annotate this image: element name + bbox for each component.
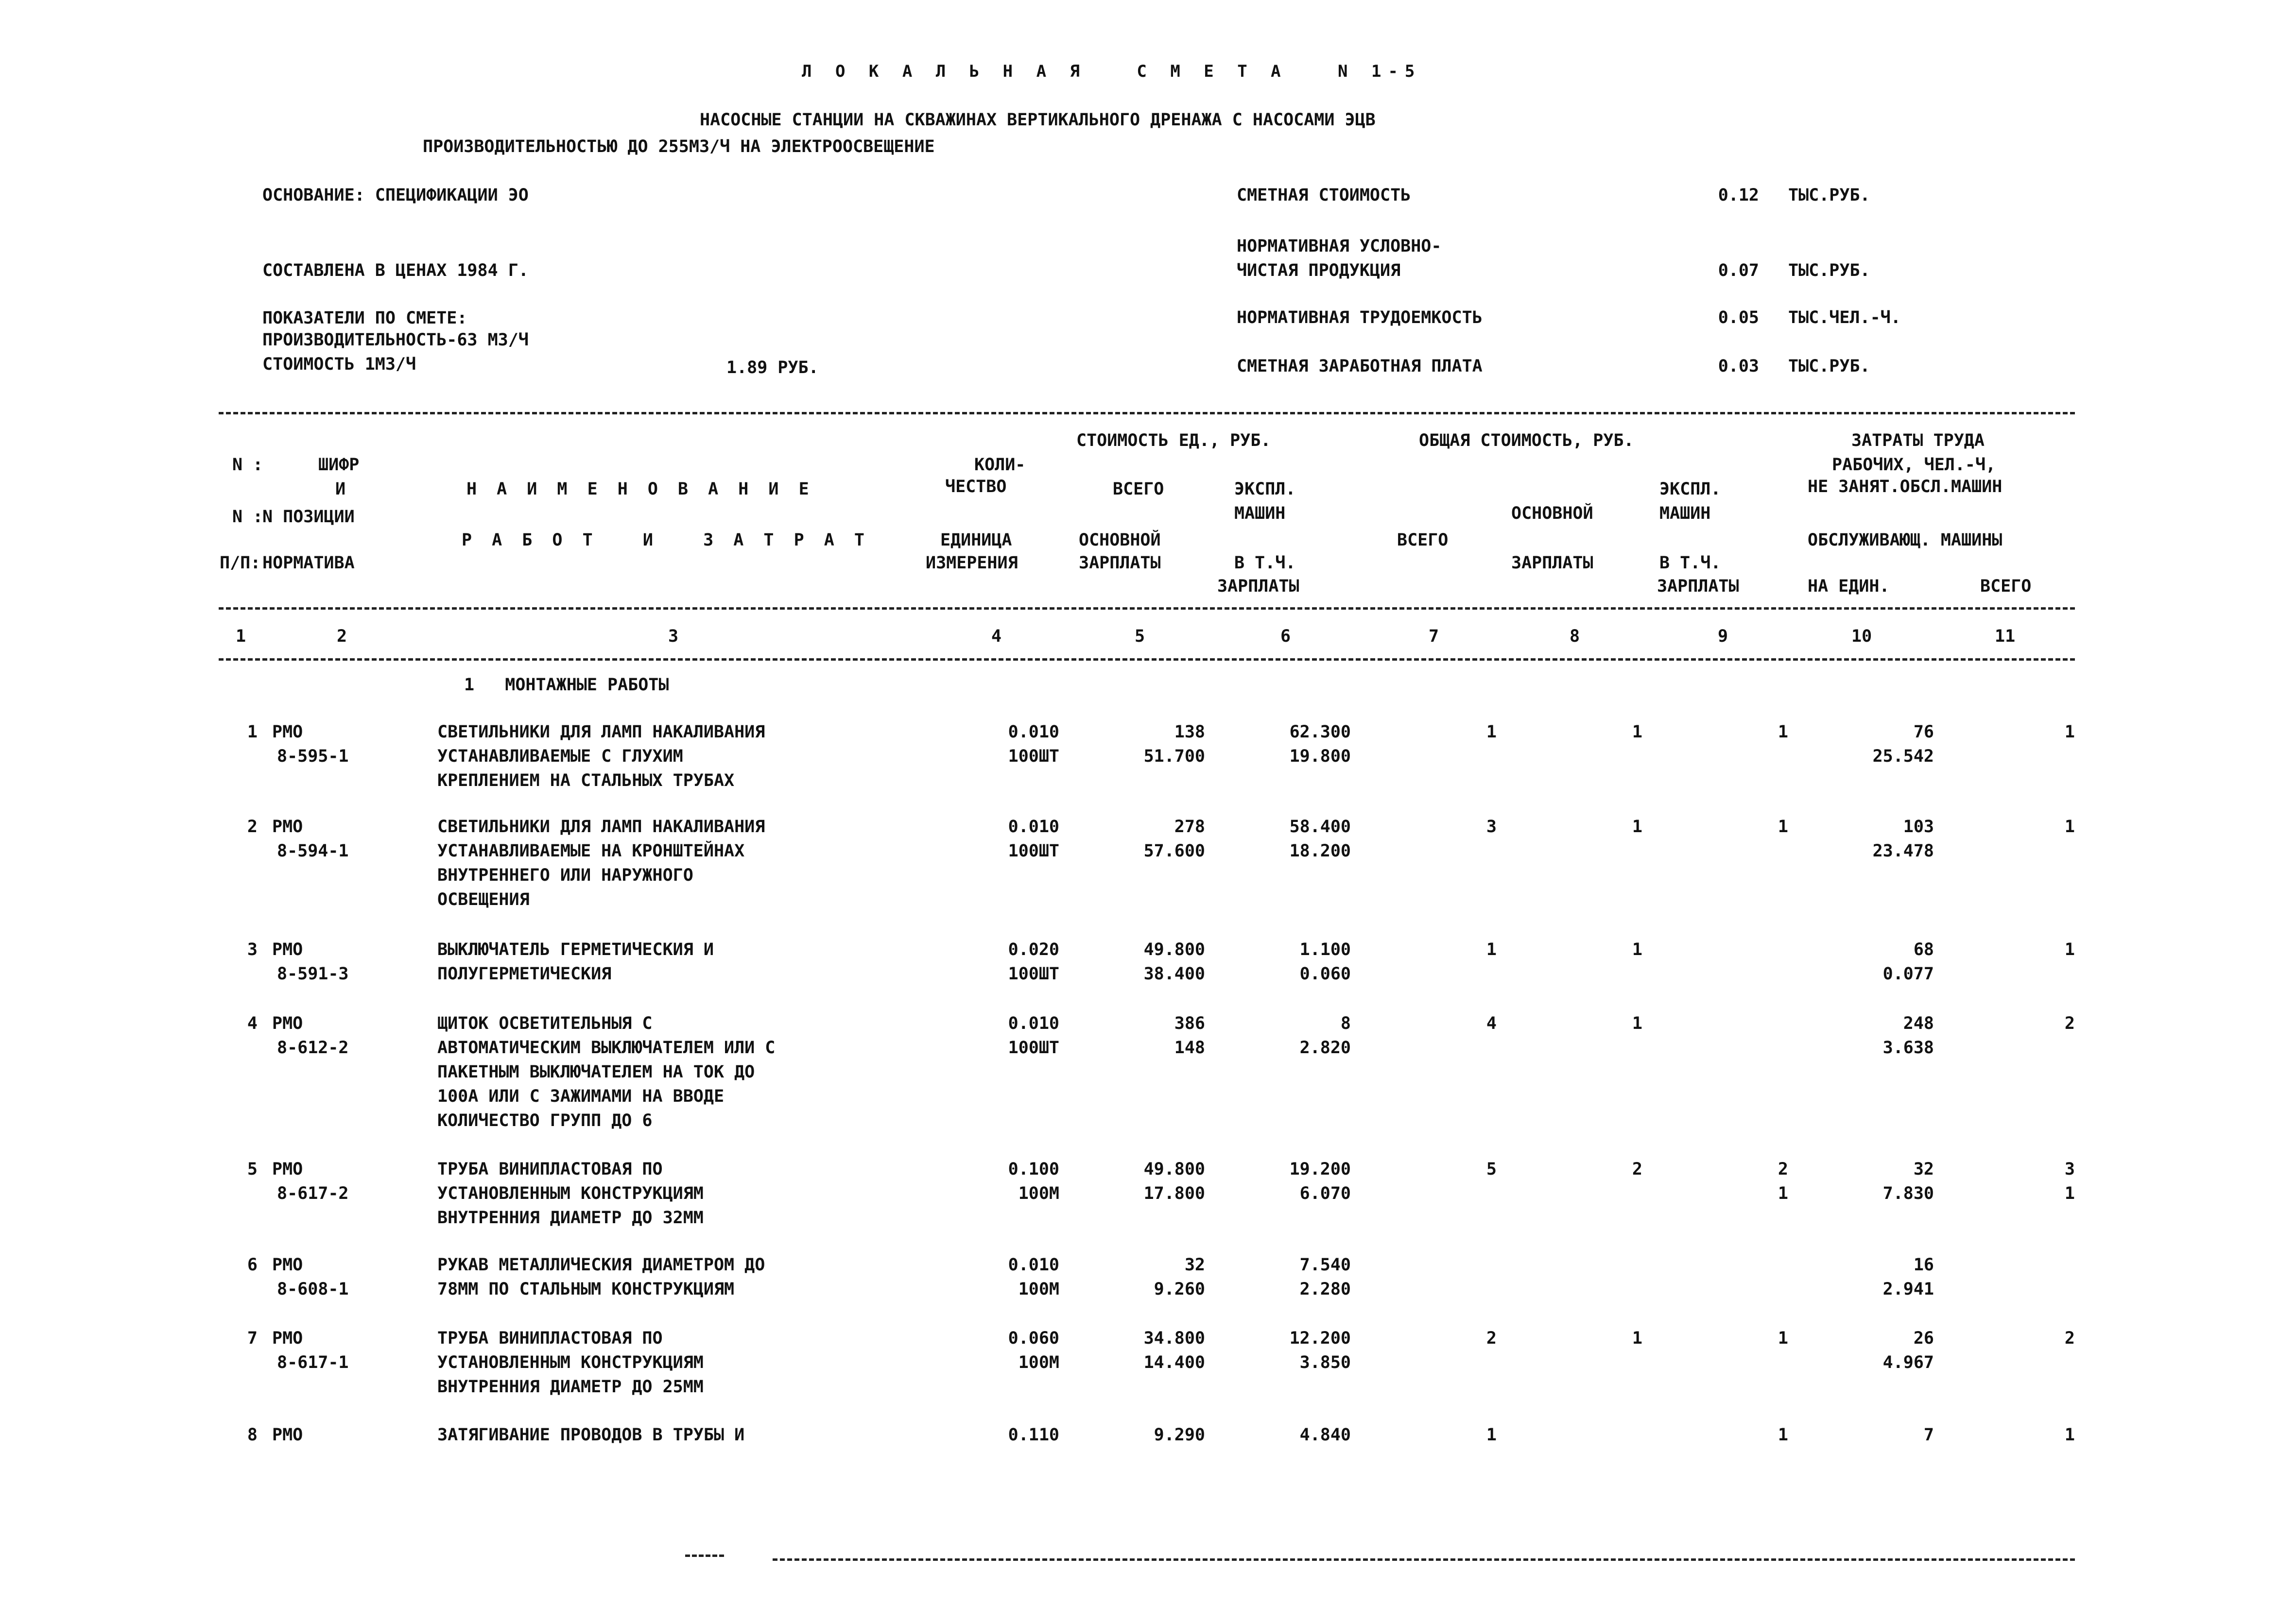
row-3-c6a: 1.100 <box>1299 940 1351 959</box>
header-col10-line1: НА ЕДИН. <box>1808 577 1890 596</box>
row-8-c5a: 9.290 <box>1154 1425 1205 1445</box>
row-8-c9a: 1 <box>1778 1425 1788 1445</box>
row-4-c8: 1 <box>1632 1014 1642 1033</box>
row-7-c9a: 1 <box>1778 1329 1788 1348</box>
row-2-name-line: ОСВЕЩЕНИЯ <box>437 890 530 909</box>
row-3-c6b: 0.060 <box>1299 964 1351 984</box>
col-number-10: 10 <box>1851 627 1872 646</box>
page-bottom-rule <box>773 1558 2075 1561</box>
basis-text: ОСНОВАНИЕ: СПЕЦИФИКАЦИИ ЭО <box>262 186 529 205</box>
wages-unit: ТЫС.РУБ. <box>1788 357 1870 376</box>
net-product-label-1: НОРМАТИВНАЯ УСЛОВНО- <box>1237 237 1442 256</box>
labor-unit: ТЫС.ЧЕЛ.-Ч. <box>1788 308 1901 327</box>
row-2-c10b: 23.478 <box>1872 841 1934 861</box>
section-title: 1 МОНТАЖНЫЕ РАБОТЫ <box>464 675 669 695</box>
header-col6-line1: ЭКСПЛ. <box>1234 479 1296 499</box>
header-col8-line2: ЗАРПЛАТЫ <box>1511 553 1593 573</box>
row-5-c9a: 2 <box>1778 1160 1788 1179</box>
header-total-cost-title: ОБЩАЯ СТОИМОСТЬ, РУБ. <box>1419 431 1634 450</box>
net-product-label-2: ЧИСТАЯ ПРОДУКЦИЯ <box>1237 261 1401 280</box>
row-8-c11a: 1 <box>2064 1425 2075 1445</box>
row-2-c9a: 1 <box>1778 817 1788 837</box>
row-5-code1: РМО <box>272 1160 303 1179</box>
row-7-c10a: 26 <box>1913 1329 1934 1348</box>
row-2-c7: 3 <box>1486 817 1497 837</box>
row-6-c6a: 7.540 <box>1299 1255 1351 1275</box>
row-5-unit: 100М <box>1018 1184 1059 1203</box>
header-bottom-rule <box>219 607 2075 610</box>
header-col9-line4: ЗАРПЛАТЫ <box>1657 577 1739 596</box>
row-3-c8: 1 <box>1632 940 1642 959</box>
header-col5-line1: ВСЕГО <box>1113 479 1164 499</box>
row-3-name-line: ПОЛУГЕРМЕТИЧЕСКИЯ <box>437 964 612 984</box>
header-labor-title-1: ЗАТРАТЫ ТРУДА <box>1851 431 1985 450</box>
row-1-code1: РМО <box>272 722 303 742</box>
header-col6-line2: МАШИН <box>1234 504 1286 523</box>
row-5-code2: 8-617-2 <box>277 1184 349 1203</box>
row-7-c8: 1 <box>1632 1329 1642 1348</box>
row-1-name-line: КРЕПЛЕНИЕМ НА СТАЛЬНЫХ ТРУБАХ <box>437 771 735 790</box>
row-7-c7: 2 <box>1486 1329 1497 1348</box>
row-8-code1: РМО <box>272 1425 303 1445</box>
row-7-qty: 0.060 <box>1008 1329 1059 1348</box>
row-6-c5a: 32 <box>1184 1255 1205 1275</box>
row-5-c9b: 1 <box>1778 1184 1788 1203</box>
row-1-c9a: 1 <box>1778 722 1788 742</box>
row-7-code2: 8-617-1 <box>277 1353 349 1372</box>
row-4-name-line: КОЛИЧЕСТВО ГРУПП ДО 6 <box>437 1111 653 1130</box>
row-4-c5b: 148 <box>1174 1038 1205 1058</box>
estimated-cost-unit: ТЫС.РУБ. <box>1788 186 1870 205</box>
col-number-4: 4 <box>991 627 1002 646</box>
header-col1-line3: П/П: <box>220 553 261 573</box>
row-5-c6a: 19.200 <box>1289 1160 1351 1179</box>
row-1-c6b: 19.800 <box>1289 747 1351 766</box>
header-col5-line3: ЗАРПЛАТЫ <box>1079 553 1161 573</box>
row-7-c5a: 34.800 <box>1143 1329 1205 1348</box>
row-4-c6a: 8 <box>1340 1014 1351 1033</box>
row-5-name-line: ВНУТРЕННИЯ ДИАМЕТР ДО 32ММ <box>437 1208 704 1228</box>
row-5-c7: 5 <box>1486 1160 1497 1179</box>
row-1-unit: 100ШТ <box>1008 747 1059 766</box>
row-2-c6b: 18.200 <box>1289 841 1351 861</box>
row-3-c10a: 68 <box>1913 940 1934 959</box>
header-col9-line3: В Т.Ч. <box>1659 553 1721 573</box>
header-col4-line3: ЕДИНИЦА <box>940 530 1012 550</box>
estimated-cost-value: 0.12 <box>1718 186 1759 205</box>
header-col3-line2: Р А Б О Т И З А Т Р А Т <box>462 530 869 550</box>
compiled-text: СОСТАВЛЕНА В ЦЕНАХ 1984 Г. <box>262 261 529 280</box>
net-product-value: 0.07 <box>1718 261 1759 280</box>
row-4-name-line: ЩИТОК ОСВЕТИТЕЛЬНЫЯ С <box>437 1014 653 1033</box>
row-5-c5b: 17.800 <box>1143 1184 1205 1203</box>
row-6-name-line: РУКАВ МЕТАЛЛИЧЕСКИЯ ДИАМЕТРОМ ДО <box>437 1255 765 1275</box>
row-5-c10b: 7.830 <box>1882 1184 1934 1203</box>
header-col2-line1: ШИФР <box>318 455 360 475</box>
row-6-name-line: 78ММ ПО СТАЛЬНЫМ КОНСТРУКЦИЯМ <box>437 1280 735 1299</box>
row-5-qty: 0.100 <box>1008 1160 1059 1179</box>
row-7-c11a: 2 <box>2064 1329 2075 1348</box>
header-col9-line1: ЭКСПЛ. <box>1659 479 1721 499</box>
row-7-code1: РМО <box>272 1329 303 1348</box>
row-4-num: 4 <box>247 1014 258 1033</box>
row-7-c10b: 4.967 <box>1882 1353 1934 1372</box>
header-col2-line4: НОРМАТИВА <box>262 553 355 573</box>
row-6-unit: 100М <box>1018 1280 1059 1299</box>
col-number-5: 5 <box>1135 627 1145 646</box>
row-5-c6b: 6.070 <box>1299 1184 1351 1203</box>
row-3-c7: 1 <box>1486 940 1497 959</box>
row-3-code1: РМО <box>272 940 303 959</box>
row-3-c5a: 49.800 <box>1143 940 1205 959</box>
estimated-cost-label: СМЕТНАЯ СТОИМОСТЬ <box>1237 186 1411 205</box>
row-7-num: 7 <box>247 1329 258 1348</box>
row-2-code2: 8-594-1 <box>277 841 349 861</box>
page-bottom-rule-short <box>685 1555 724 1557</box>
row-2-c8: 1 <box>1632 817 1642 837</box>
header-col1-line2: N : <box>232 507 263 527</box>
row-3-code2: 8-591-3 <box>277 964 349 984</box>
header-col4-line2: ЧЕСТВО <box>945 477 1007 496</box>
row-8-c10a: 7 <box>1923 1425 1934 1445</box>
row-2-name-line: УСТАНАВЛИВАЕМЫЕ НА КРОНШТЕЙНАХ <box>437 841 745 861</box>
row-3-qty: 0.020 <box>1008 940 1059 959</box>
document-subtitle-line2: ПРОИЗВОДИТЕЛЬНОСТЬЮ ДО 255М3/Ч НА ЭЛЕКТРООСВЕЩЕНИЕ <box>423 137 935 156</box>
row-1-code2: 8-595-1 <box>277 747 349 766</box>
wages-value: 0.03 <box>1718 357 1759 376</box>
row-4-unit: 100ШТ <box>1008 1038 1059 1058</box>
header-col2-line2: И <box>335 479 346 499</box>
row-1-c5b: 51.700 <box>1143 747 1205 766</box>
row-1-c10b: 25.542 <box>1872 747 1934 766</box>
header-labor-title-4: ОБСЛУЖИВАЮЩ. МАШИНЫ <box>1808 530 2003 550</box>
row-4-code1: РМО <box>272 1014 303 1033</box>
row-2-c5a: 278 <box>1174 817 1205 837</box>
row-1-c6a: 62.300 <box>1289 722 1351 742</box>
row-8-name-line: ЗАТЯГИВАНИЕ ПРОВОДОВ В ТРУБЫ И <box>437 1425 745 1445</box>
header-unit-cost-title: СТОИМОСТЬ ЕД., РУБ. <box>1076 431 1271 450</box>
indicators-text: ПОКАЗАТЕЛИ ПО СМЕТЕ: <box>262 308 467 328</box>
row-1-c11a: 1 <box>2064 722 2075 742</box>
cost-per-unit-value: 1.89 РУБ. <box>726 358 819 377</box>
row-4-c6b: 2.820 <box>1299 1038 1351 1058</box>
row-1-c10a: 76 <box>1913 722 1934 742</box>
row-6-c5b: 9.260 <box>1154 1280 1205 1299</box>
row-6-code1: РМО <box>272 1255 303 1275</box>
header-col8-line1: ОСНОВНОЙ <box>1511 504 1593 523</box>
row-4-name-line: 100А ИЛИ С ЗАЖИМАМИ НА ВВОДЕ <box>437 1087 725 1106</box>
col-number-2: 2 <box>337 627 347 646</box>
row-5-c11a: 3 <box>2064 1160 2075 1179</box>
col-number-6: 6 <box>1280 627 1291 646</box>
row-4-c10a: 248 <box>1903 1014 1934 1033</box>
row-2-c11a: 1 <box>2064 817 2075 837</box>
row-2-name-line: ВНУТРЕННЕГО ИЛИ НАРУЖНОГО <box>437 866 693 885</box>
header-col1-line1: N : <box>232 455 263 475</box>
row-5-name-line: ТРУБА ВИНИПЛАСТОВАЯ ПО <box>437 1160 663 1179</box>
row-4-c5a: 386 <box>1174 1014 1205 1033</box>
row-2-code1: РМО <box>272 817 303 837</box>
row-5-c11b: 1 <box>2064 1184 2075 1203</box>
document-title: Л О К А Л Ь Н А Я С М Е Т А N 1-5 <box>802 62 1422 81</box>
row-5-name-line: УСТАНОВЛЕННЫМ КОНСТРУКЦИЯМ <box>437 1184 704 1203</box>
col-number-9: 9 <box>1718 627 1728 646</box>
row-3-name-line: ВЫКЛЮЧАТЕЛЬ ГЕРМЕТИЧЕСКИЯ И <box>437 940 714 959</box>
row-2-unit: 100ШТ <box>1008 841 1059 861</box>
header-col7-line1: ВСЕГО <box>1397 530 1449 550</box>
header-col5-line2: ОСНОВНОЙ <box>1079 530 1161 550</box>
wages-label: СМЕТНАЯ ЗАРАБОТНАЯ ПЛАТА <box>1237 357 1483 376</box>
net-product-unit: ТЫС.РУБ. <box>1788 261 1870 280</box>
row-5-c10a: 32 <box>1913 1160 1934 1179</box>
col-number-8: 8 <box>1570 627 1580 646</box>
row-6-code2: 8-608-1 <box>277 1280 349 1299</box>
row-4-qty: 0.010 <box>1008 1014 1059 1033</box>
row-1-c5a: 138 <box>1174 722 1205 742</box>
row-8-c7: 1 <box>1486 1425 1497 1445</box>
row-3-num: 3 <box>247 940 258 959</box>
header-col6-line4: ЗАРПЛАТЫ <box>1217 577 1299 596</box>
header-col9-line2: МАШИН <box>1659 504 1711 523</box>
row-4-name-line: ПАКЕТНЫМ ВЫКЛЮЧАТЕЛЕМ НА ТОК ДО <box>437 1062 755 1082</box>
productivity-text: ПРОИЗВОДИТЕЛЬНОСТЬ-63 М3/Ч <box>262 330 529 350</box>
row-5-c8: 2 <box>1632 1160 1642 1179</box>
row-5-num: 5 <box>247 1160 258 1179</box>
row-1-num: 1 <box>247 722 258 742</box>
row-6-c10a: 16 <box>1913 1255 1934 1275</box>
row-7-name-line: УСТАНОВЛЕННЫМ КОНСТРУКЦИЯМ <box>437 1353 704 1372</box>
row-3-c5b: 38.400 <box>1143 964 1205 984</box>
col-number-1: 1 <box>236 627 246 646</box>
header-col11-line1: ВСЕГО <box>1980 577 2032 596</box>
row-5-c5a: 49.800 <box>1143 1160 1205 1179</box>
row-1-name-line: СВЕТИЛЬНИКИ ДЛЯ ЛАМП НАКАЛИВАНИЯ <box>437 722 765 742</box>
row-3-c10b: 0.077 <box>1882 964 1934 984</box>
cost-per-unit-label: СТОИМОСТЬ 1М3/Ч <box>262 355 416 374</box>
row-4-c7: 4 <box>1486 1014 1497 1033</box>
row-7-c5b: 14.400 <box>1143 1353 1205 1372</box>
header-col2-line3: N ПОЗИЦИИ <box>262 507 355 527</box>
row-2-c5b: 57.600 <box>1143 841 1205 861</box>
row-8-num: 8 <box>247 1425 258 1445</box>
row-7-c6a: 12.200 <box>1289 1329 1351 1348</box>
row-2-c6a: 58.400 <box>1289 817 1351 837</box>
row-8-c6a: 4.840 <box>1299 1425 1351 1445</box>
row-4-c11a: 2 <box>2064 1014 2075 1033</box>
colnum-bottom-rule <box>219 658 2075 661</box>
row-2-c10a: 103 <box>1903 817 1934 837</box>
header-col6-line3: В Т.Ч. <box>1234 553 1296 573</box>
col-number-3: 3 <box>668 627 679 646</box>
row-2-name-line: СВЕТИЛЬНИКИ ДЛЯ ЛАМП НАКАЛИВАНИЯ <box>437 817 765 837</box>
row-8-qty: 0.110 <box>1008 1425 1059 1445</box>
row-6-c6b: 2.280 <box>1299 1280 1351 1299</box>
header-labor-title-2: РАБОЧИХ, ЧЕЛ.-Ч, <box>1832 455 1996 475</box>
row-1-name-line: УСТАНАВЛИВАЕМЫЕ С ГЛУХИМ <box>437 747 683 766</box>
row-1-c8: 1 <box>1632 722 1642 742</box>
header-col4-line4: ИЗМЕРЕНИЯ <box>926 553 1018 573</box>
document-subtitle-line1: НАСОСНЫЕ СТАНЦИИ НА СКВАЖИНАХ ВЕРТИКАЛЬНОГО ДРЕНАЖА С НАСОСАМИ ЭЦВ <box>700 110 1376 130</box>
row-7-name-line: ВНУТРЕННИЯ ДИАМЕТР ДО 25ММ <box>437 1377 704 1397</box>
row-6-num: 6 <box>247 1255 258 1275</box>
row-4-c10b: 3.638 <box>1882 1038 1934 1058</box>
row-3-c11a: 1 <box>2064 940 2075 959</box>
row-6-c10b: 2.941 <box>1882 1280 1934 1299</box>
row-4-code2: 8-612-2 <box>277 1038 349 1058</box>
row-2-qty: 0.010 <box>1008 817 1059 837</box>
row-2-num: 2 <box>247 817 258 837</box>
row-1-c7: 1 <box>1486 722 1497 742</box>
row-1-qty: 0.010 <box>1008 722 1059 742</box>
row-7-name-line: ТРУБА ВИНИПЛАСТОВАЯ ПО <box>437 1329 663 1348</box>
table-top-rule <box>219 412 2075 414</box>
header-col3-line1: Н А И М Е Н О В А Н И Е <box>466 479 814 499</box>
col-number-7: 7 <box>1429 627 1439 646</box>
row-6-qty: 0.010 <box>1008 1255 1059 1275</box>
row-7-unit: 100М <box>1018 1353 1059 1372</box>
labor-label: НОРМАТИВНАЯ ТРУДОЕМКОСТЬ <box>1237 308 1483 327</box>
header-labor-title-3: НЕ ЗАНЯТ.ОБСЛ.МАШИН <box>1808 477 2003 496</box>
header-col4-line1: КОЛИ- <box>974 455 1026 475</box>
row-3-unit: 100ШТ <box>1008 964 1059 984</box>
row-4-name-line: АВТОМАТИЧЕСКИМ ВЫКЛЮЧАТЕЛЕМ ИЛИ С <box>437 1038 776 1058</box>
row-7-c6b: 3.850 <box>1299 1353 1351 1372</box>
labor-value: 0.05 <box>1718 308 1759 327</box>
col-number-11: 11 <box>1995 627 2016 646</box>
